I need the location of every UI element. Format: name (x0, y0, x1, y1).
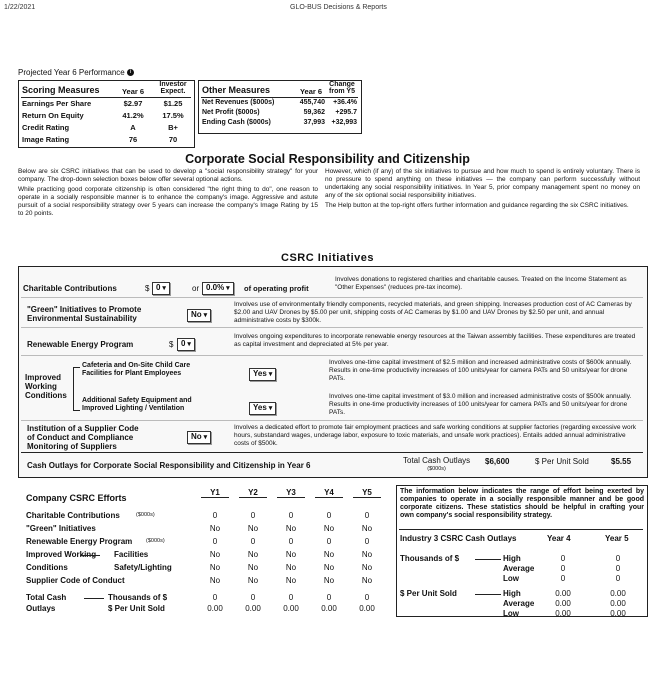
per-unit-sold-value: $5.55 (611, 457, 632, 466)
efforts-cell: 0.00 (359, 604, 375, 613)
scoring-row-year6: A (130, 123, 136, 132)
initiatives-title: CSRC Initiatives (281, 252, 374, 264)
efforts-cell: No (323, 550, 335, 559)
renewable-desc: Involves ongoing expenditures to incorporate renewable energy resources at the Taiwan assembly facilities. These expenditures are treated as capital investment and depreciated at 5% per year. (234, 333, 636, 348)
efforts-row-label: Improved Working (26, 550, 97, 559)
efforts-cell: 0 (250, 593, 256, 602)
industry-col-y4: Year 4 (547, 534, 571, 543)
efforts-cell: No (361, 576, 373, 585)
scoring-row-label: Image Rating (22, 135, 70, 144)
scoring-row-label: Credit Rating (22, 123, 70, 132)
industry-level: Average (503, 564, 535, 573)
efforts-col-header: Y3 (277, 488, 305, 498)
other-row-label: Net Profit ($000s) (202, 109, 260, 116)
industry-level: Low (503, 609, 519, 618)
industry-group-perunit: $ Per Unit Sold (400, 589, 457, 598)
report-date: 1/22/2021 (4, 4, 36, 11)
info-icon[interactable]: i (127, 69, 134, 76)
charitable-suffix: of operating profit (244, 284, 309, 293)
efforts-cell: No (209, 524, 221, 533)
efforts-cell: No (361, 524, 373, 533)
scoring-col-year: Year 6 (121, 87, 145, 96)
scoring-col-expect: Investor Expect. (159, 81, 187, 95)
scoring-row-year6: 41.2% (122, 111, 144, 120)
efforts-col-header: Y1 (201, 488, 229, 498)
efforts-cell: 0 (288, 593, 294, 602)
efforts-cell: 0 (250, 537, 256, 546)
other-measures-box (198, 80, 362, 134)
industry-group-thousands: Thousands of $ (400, 554, 460, 563)
other-row-year6: 455,740 (299, 99, 325, 106)
scoring-row-label: Earnings Per Share (22, 99, 92, 108)
renewable-dollar: $ (169, 340, 174, 349)
scoring-row-expect: $1.25 (163, 99, 183, 108)
efforts-cell: No (209, 563, 221, 572)
other-row-change: +32,993 (331, 119, 357, 126)
supplier-select[interactable]: No ▾ (187, 431, 211, 444)
other-measures-title: Other Measures (202, 85, 271, 95)
efforts-cell: 0 (326, 593, 332, 602)
scoring-measures-title: Scoring Measures (22, 85, 100, 95)
renewable-select[interactable]: 0 ▾ (177, 338, 195, 351)
efforts-cell: No (247, 524, 259, 533)
efforts-cell: 0 (212, 537, 218, 546)
efforts-cell: No (209, 576, 221, 585)
efforts-group-connector (84, 598, 104, 599)
csr-title: Corporate Social Responsibility and Citizenship (185, 152, 470, 166)
other-row-change: +36.4% (333, 99, 357, 106)
efforts-row-unit: ($000s) (136, 512, 155, 518)
total-cash-outlays-value: $6,600 (485, 457, 510, 466)
supplier-desc: Involves a dedicated effort to promote fair employment practices and safe working conditions at supplier factories (regarding excessive work hours, substandard wages, underage labor, exposure to toxic materials, and unsafe work practices). Entails added annual administrative costs of $500k. (234, 424, 636, 447)
efforts-cell: No (323, 576, 335, 585)
charitable-percent-select[interactable]: 0.0% ▾ (202, 282, 234, 295)
efforts-row-sub: Safety/Lighting (114, 563, 172, 572)
other-row-year6: 59,362 (303, 109, 325, 116)
projected-performance-title: Projected Year 6 Performance i (18, 68, 134, 77)
efforts-cell: 0 (212, 511, 218, 520)
efforts-cell: 0.00 (245, 604, 261, 613)
industry-y4: 0.00 (555, 599, 571, 608)
efforts-cell: No (247, 576, 259, 585)
efforts-col-header: Y2 (239, 488, 267, 498)
charitable-label: Charitable Contributions (23, 284, 117, 293)
industry-y5: 0.00 (610, 599, 626, 608)
scoring-row-year6: 76 (128, 135, 138, 144)
efforts-cell: 0.00 (321, 604, 337, 613)
industry-y5: 0.00 (610, 609, 626, 618)
efforts-row-unit: ($000s) (146, 538, 165, 544)
efforts-cell: No (323, 524, 335, 533)
efforts-row-label: Charitable Contributions (26, 511, 120, 520)
efforts-cell: 0 (364, 593, 370, 602)
industry-info: The information below indicates the range of effort being exerted by companies to operate in a socially responsible manner and be good corporate citizens. These statistics should be helpful in crafting your own company's social responsibility strategy. (400, 488, 644, 519)
efforts-cell: 0 (288, 537, 294, 546)
green-select[interactable]: No ▾ (187, 309, 211, 322)
industry-y4: 0 (560, 574, 566, 583)
industry-level: Low (503, 574, 519, 583)
csr-intro-left: Below are six CSRC initiatives that can be used to develop a "social responsibility strategy" for your company. The drop-down selection boxes below offer several optional actions. While practicing good corporate citizenship is often considered "the right thing to do", one reason to operate in a socially responsible manner is to enhance the company's image. Aggressive and astute pursuit of a social responsibility strategy over 5 years can increase the company's Image Rating by 15 to 20 points. (18, 168, 318, 217)
industry-y4: 0.00 (555, 609, 571, 618)
industry-connector (475, 594, 501, 595)
industry-y5: 0 (615, 554, 621, 563)
renewable-label: Renewable Energy Program (27, 340, 134, 349)
report-title: GLO-BUS Decisions & Reports (290, 4, 387, 11)
improved-sub1: Cafeteria and On-Site Child Care Facilities for Plant Employees (82, 362, 191, 377)
efforts-cell: 0.00 (283, 604, 299, 613)
other-row-change: +295.7 (335, 109, 357, 116)
efforts-cell: No (361, 550, 373, 559)
efforts-cell: No (285, 563, 297, 572)
efforts-cell: 0.00 (207, 604, 223, 613)
efforts-row-label: Outlays (26, 604, 56, 613)
childcare-desc: Involves one-time capital investment of $2.5 million and increased administrative costs of $600k annually. Results in one-time productivity increases of 100 units/year for camera PATs and 50 units/year for drone PATs. (329, 359, 632, 382)
efforts-row-label: Total Cash (26, 593, 67, 602)
company-efforts-title: Company CSRC Efforts (26, 493, 127, 503)
efforts-row-sub: $ Per Unit Sold (108, 604, 165, 613)
industry-y4: 0 (560, 554, 566, 563)
efforts-row-label: Renewable Energy Program (26, 537, 133, 546)
company-efforts-table (18, 485, 390, 615)
efforts-row-sub: Thousands of $ (108, 593, 168, 602)
industry-y5: 0.00 (610, 589, 626, 598)
efforts-cell: No (285, 524, 297, 533)
industry-y4: 0.00 (555, 589, 571, 598)
efforts-cell: 0 (212, 593, 218, 602)
improved-sub2: Additional Safety Equipment and Improved Lighting / Ventilation (82, 397, 192, 412)
industry-level: High (503, 554, 521, 563)
efforts-row-sub: Facilities (114, 550, 149, 559)
scoring-row-expect: 70 (168, 135, 178, 144)
industry-y5: 0 (615, 574, 621, 583)
industry-level: Average (503, 599, 535, 608)
efforts-col-header: Y4 (315, 488, 343, 498)
industry-title: Industry 3 CSRC Cash Outlays (400, 534, 517, 543)
efforts-group-connector (80, 555, 100, 556)
scoring-row-expect: B+ (168, 123, 178, 132)
safety-select[interactable]: Yes ▾ (249, 402, 276, 415)
efforts-row-label: "Green" Initiatives (26, 524, 96, 533)
efforts-cell: 0 (364, 537, 370, 546)
other-col-change: Change from Y5 (329, 81, 355, 95)
improved-label: Improved Working Conditions (25, 373, 67, 400)
scoring-row-year6: $2.97 (123, 99, 143, 108)
industry-y5: 0 (615, 564, 621, 573)
total-cash-outlays-label: Total Cash Outlays ($000s) (403, 456, 471, 472)
efforts-cell: 0 (364, 511, 370, 520)
efforts-cell: 0 (326, 511, 332, 520)
efforts-cell: No (323, 563, 335, 572)
industry-connector (475, 559, 501, 560)
efforts-cell: No (285, 550, 297, 559)
cash-outlays-label: Cash Outlays for Corporate Social Responsibility and Citizenship in Year 6 (27, 461, 311, 470)
charitable-dollar: $ (145, 284, 150, 293)
scoring-row-label: Return On Equity (22, 111, 84, 120)
efforts-row-label: Supplier Code of Conduct (26, 576, 125, 585)
charitable-desc: Involves donations to registered charities and charitable causes. Treated on the Income Statement as "Other Expenses" (reduces pre-tax income). (335, 276, 627, 291)
supplier-label: Institution of a Supplier Code of Conduct and Compliance Monitoring of Suppliers (27, 424, 139, 451)
industry-level: High (503, 589, 521, 598)
csr-intro-right: However, which (if any) of the six initiatives to pursue and how much to spend is entirely voluntary. There is no pressure to spend anything on these initiatives — the company can perform successfully without undertaking any social responsibility initiatives. In Year 5, prior company management spent no money on any of the six optional social responsibility initiatives. The Help button at the top-right offers further information and guidance regarding the six CSRC initiatives. (325, 168, 640, 209)
scoring-row-expect: 17.5% (162, 111, 184, 120)
safety-desc: Involves one-time capital investment of $3.0 million and increased administrative costs of $500k annually. Results in one-time productivity increases of 100 units/year for camera PATs and 50 units/year for drone PATs. (329, 393, 632, 416)
green-label: "Green" Initiatives to Promote Environmental Sustainability (27, 305, 142, 323)
other-row-year6: 37,993 (303, 119, 325, 126)
childcare-select[interactable]: Yes ▾ (249, 368, 276, 381)
efforts-cell: No (247, 550, 259, 559)
efforts-cell: 0 (250, 511, 256, 520)
industry-col-y5: Year 5 (605, 534, 629, 543)
industry-y4: 0 (560, 564, 566, 573)
initiatives-panel (18, 266, 648, 478)
efforts-cell: No (209, 550, 221, 559)
scoring-measures-box (18, 80, 195, 148)
charitable-amount-select[interactable]: 0 ▾ (152, 282, 170, 295)
efforts-cell: No (361, 563, 373, 572)
efforts-col-header: Y5 (353, 488, 381, 498)
other-row-label: Ending Cash ($000s) (202, 119, 271, 126)
green-desc: Involves use of environmentally friendly components, recycled materials, and green shipping. Increases production cost of AC Cameras by $2.00 and UAV Drones by $5.00 per unit, shipping costs of AC Cameras by $1.00 and UAV Drones by $2.50 per unit, and annual administrative costs by $300k. (234, 301, 632, 324)
efforts-cell: 0 (326, 537, 332, 546)
efforts-row-label: Conditions (26, 563, 68, 572)
other-row-label: Net Revenues ($000s) (202, 99, 275, 106)
charitable-or: or (192, 284, 200, 293)
efforts-cell: No (247, 563, 259, 572)
other-col-year: Year 6 (299, 87, 323, 96)
efforts-cell: No (285, 576, 297, 585)
efforts-cell: 0 (288, 511, 294, 520)
industry-panel (396, 485, 648, 617)
per-unit-sold-label: $ Per Unit Sold (535, 457, 589, 466)
